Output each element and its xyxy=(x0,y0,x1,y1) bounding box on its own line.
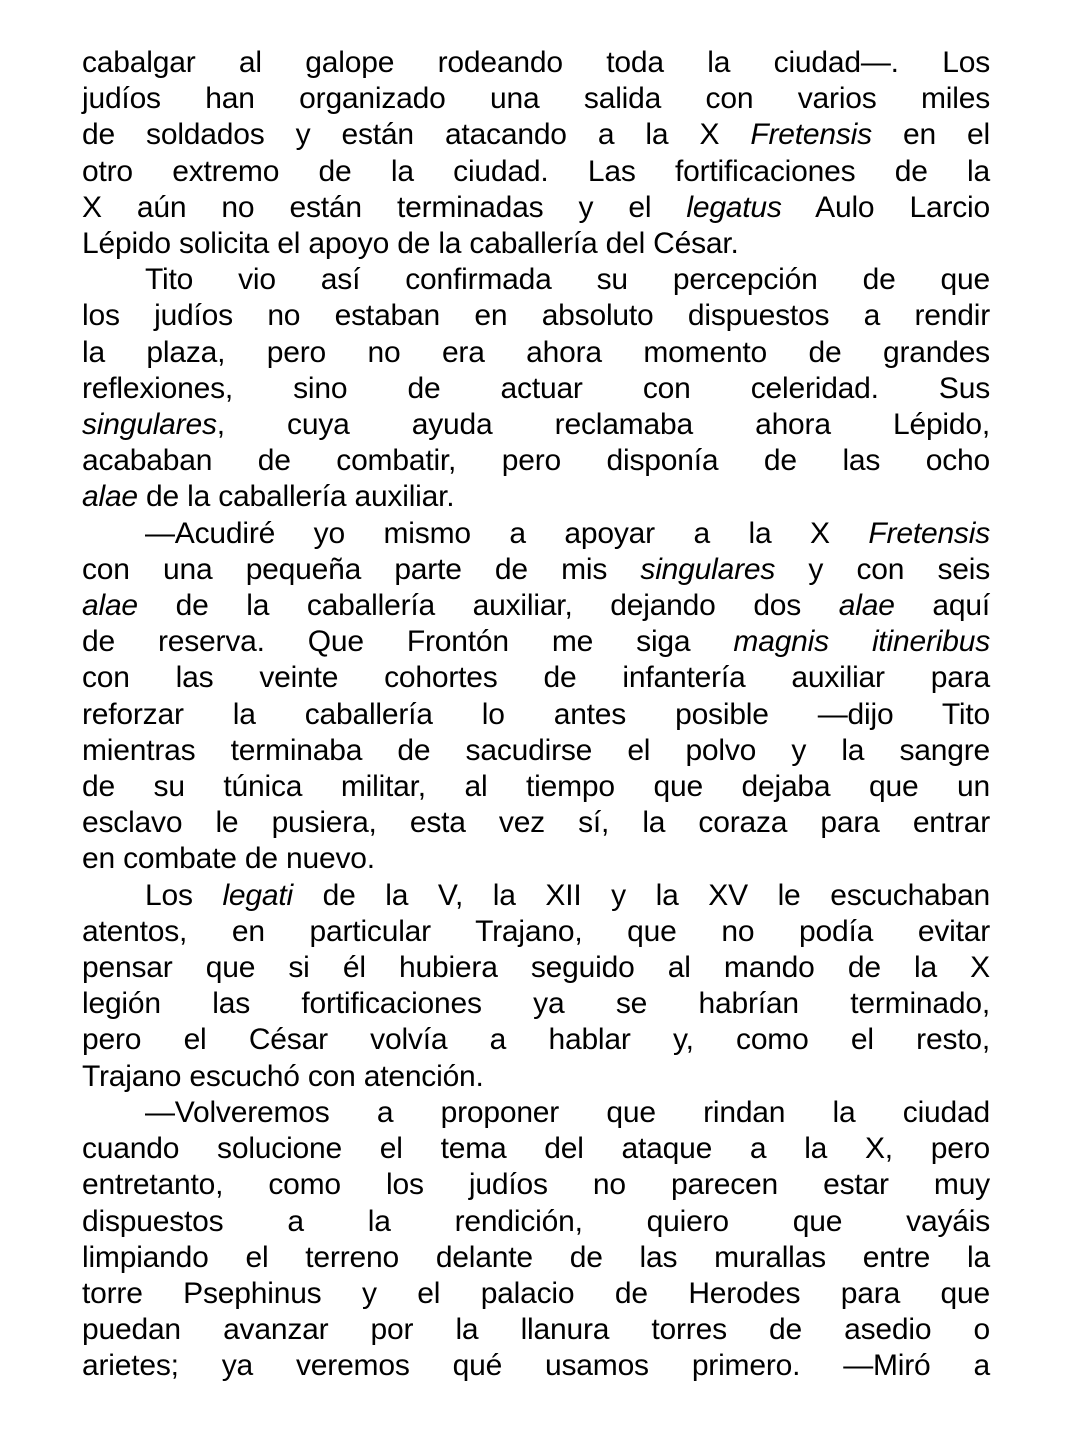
italic-text-run: alae xyxy=(82,480,138,514)
text-run: Los xyxy=(145,878,223,912)
paragraph-4 xyxy=(82,878,990,1095)
text-run: Tito vio así confirmada su percepción de que xyxy=(145,263,990,297)
text-run: pensar que si él hubiera seguido al mando de la X xyxy=(82,951,990,985)
text-run: de soldados y están atacando a la X xyxy=(82,118,751,152)
text-run: y con seis xyxy=(775,552,990,586)
text-run: Trajano escuchó con atención. xyxy=(82,1059,484,1093)
text-line xyxy=(82,914,990,950)
text-run: judíos han organizado una salida con varios miles xyxy=(82,82,990,116)
text-run: de reserva. Que Frontón me siga xyxy=(82,625,734,659)
text-line xyxy=(82,769,990,805)
text-line xyxy=(82,552,990,588)
text-line xyxy=(82,45,990,81)
text-run: de la caballería auxiliar, dejando dos xyxy=(137,589,839,623)
text-line xyxy=(82,986,990,1022)
text-run: arietes; ya veremos qué usamos primero. —Miró a xyxy=(82,1349,990,1383)
italic-text-run: Fretensis xyxy=(750,118,872,152)
paragraph-3 xyxy=(82,516,990,878)
text-run: los judíos no estaban en absoluto dispuestos a rendir xyxy=(82,299,990,333)
text-run: cuando solucione el tema del ataque a la X, pero xyxy=(82,1132,990,1166)
text-line xyxy=(82,1167,990,1203)
text-run: —Volveremos a proponer que rindan la ciudad xyxy=(145,1095,990,1129)
text-line xyxy=(82,1022,990,1058)
text-line xyxy=(82,805,990,841)
text-run: reflexiones, sino de actuar con celeridad. Sus xyxy=(82,371,990,405)
text-line xyxy=(82,1204,990,1240)
text-line xyxy=(82,154,990,190)
paragraph-5 xyxy=(82,1095,990,1385)
text-run: de su túnica militar, al tiempo que dejaba que un xyxy=(82,770,990,804)
text-run: pero el César volvía a hablar y, como el resto, xyxy=(82,1023,990,1057)
italic-text-run: magnis itineribus xyxy=(733,625,991,659)
text-line xyxy=(82,1312,990,1348)
text-run: torre Psephinus y el palacio de Herodes para que xyxy=(82,1276,990,1310)
text-line xyxy=(82,407,990,443)
text-run: cabalgar al galope rodeando toda la ciudad—. Los xyxy=(82,46,990,79)
text-line xyxy=(82,81,990,117)
italic-text-run: legatus xyxy=(686,190,782,224)
italic-text-run: singulares xyxy=(82,408,217,442)
text-run: , cuya ayuda reclamaba ahora Lépido, xyxy=(216,408,990,442)
text-run: dispuestos a la rendición, quiero que vayáis xyxy=(82,1204,990,1238)
text-run: reforzar la caballería lo antes posible —dijo Tito xyxy=(82,697,990,731)
text-line xyxy=(82,588,990,624)
text-run: acababan de combatir, pero disponía de las ocho xyxy=(82,444,990,478)
italic-text-run: alae xyxy=(838,589,895,623)
paragraph-2 xyxy=(82,262,990,515)
text-run: esclavo le pusiera, esta vez sí, la coraza para entrar xyxy=(82,806,990,840)
text-run: legión las fortificaciones ya se habrían terminado, xyxy=(82,987,990,1021)
text-line xyxy=(82,733,990,769)
text-line xyxy=(82,841,990,877)
text-line xyxy=(82,1240,990,1276)
text-line xyxy=(82,1348,990,1384)
text-run: limpiando el terreno delante de las murallas entre la xyxy=(82,1240,990,1274)
text-line xyxy=(82,298,990,334)
text-line xyxy=(82,479,990,515)
text-run: —Acudiré yo mismo a apoyar a la X xyxy=(145,516,869,550)
text-line xyxy=(82,226,990,262)
text-line xyxy=(82,117,990,153)
italic-text-run: alae xyxy=(82,589,138,623)
text-run: atentos, en particular Trajano, que no podía evitar xyxy=(82,914,990,948)
italic-text-run: legati xyxy=(222,878,293,912)
paragraph-1 xyxy=(82,45,990,262)
text-line xyxy=(82,1095,990,1131)
text-line xyxy=(82,190,990,226)
text-run: Lépido solicita el apoyo de la caballería del César. xyxy=(82,227,739,261)
text-line xyxy=(82,878,990,914)
text-run: con una pequeña parte de mis xyxy=(82,552,641,586)
text-run: mientras terminaba de sacudirse el polvo y la sangre xyxy=(82,733,990,767)
text-line xyxy=(82,950,990,986)
text-run: en combate de nuevo. xyxy=(82,842,375,876)
text-line xyxy=(82,335,990,371)
page-text xyxy=(82,45,990,1385)
text-run: Aulo Larcio xyxy=(781,190,990,224)
text-run: de la V, la XII y la XV le escuchaban xyxy=(292,878,990,912)
text-line xyxy=(82,697,990,733)
text-line xyxy=(82,262,990,298)
italic-text-run: singulares xyxy=(640,552,776,586)
text-run: aquí xyxy=(894,589,990,623)
text-run: otro extremo de la ciudad. Las fortificaciones de la xyxy=(82,154,990,188)
text-run: de la caballería auxiliar. xyxy=(137,480,455,514)
text-line xyxy=(82,1131,990,1167)
text-run: puedan avanzar por la llanura torres de asedio o xyxy=(82,1313,990,1347)
text-run: con las veinte cohortes de infantería auxiliar para xyxy=(82,661,990,695)
text-line xyxy=(82,516,990,552)
text-run: entretanto, como los judíos no parecen estar muy xyxy=(82,1168,990,1202)
text-line xyxy=(82,443,990,479)
text-run: la plaza, pero no era ahora momento de grandes xyxy=(82,335,990,369)
text-run: X aún no están terminadas y el xyxy=(82,190,687,224)
text-line xyxy=(82,371,990,407)
text-line xyxy=(82,1276,990,1312)
text-line xyxy=(82,1059,990,1095)
text-line xyxy=(82,660,990,696)
text-run: en el xyxy=(871,118,990,152)
italic-text-run: Fretensis xyxy=(868,516,990,550)
text-line xyxy=(82,624,990,660)
